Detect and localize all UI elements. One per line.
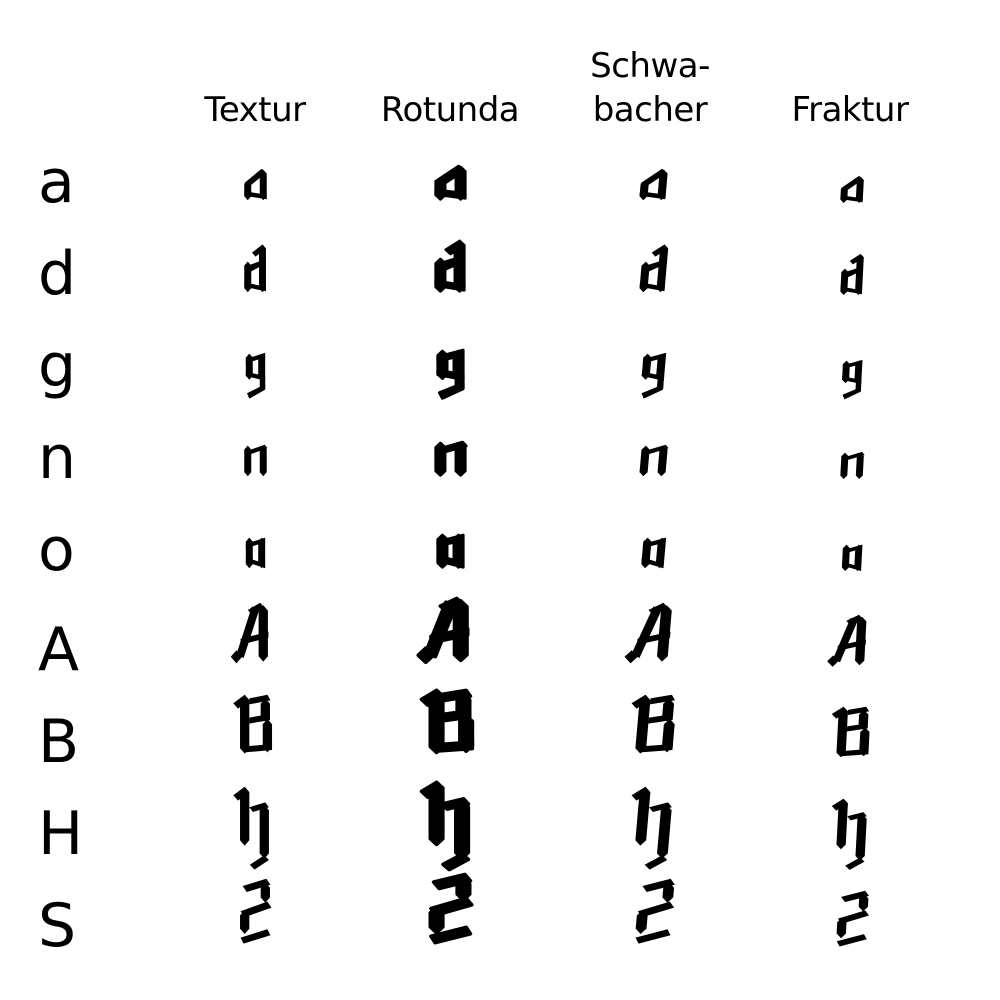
glyph-n-fraktur	[750, 424, 950, 500]
glyph-o-fraktur	[750, 516, 950, 592]
glyph-B-rotunda	[350, 684, 550, 784]
row-letter-label: a	[38, 147, 75, 217]
row-letter-label: S	[38, 891, 77, 961]
row-letter-label: g	[38, 331, 77, 401]
row-letter-label: B	[38, 707, 80, 777]
letter-row-a	[30, 132, 980, 224]
column-header-rotunda	[350, 8, 550, 132]
glyph-o-schwabacher	[550, 516, 750, 592]
glyph-A-rotunda	[350, 592, 550, 692]
column-header-row	[30, 8, 980, 132]
column-header-label: Textur	[204, 90, 306, 130]
row-letter-label: n	[38, 423, 77, 493]
glyph-H-schwabacher	[550, 776, 750, 876]
column-header-label: Fraktur	[791, 90, 909, 130]
header-spacer	[30, 8, 160, 132]
glyph-S-textur	[160, 868, 350, 968]
letter-row-B	[30, 684, 980, 776]
column-header-textur	[160, 8, 350, 132]
glyph-B-schwabacher	[550, 684, 750, 784]
row-letter-label: o	[38, 515, 75, 585]
glyph-H-fraktur	[750, 776, 950, 876]
glyph-A-textur	[160, 592, 350, 692]
glyph-n-rotunda	[350, 424, 550, 500]
row-letter-label: d	[38, 239, 77, 309]
glyph-d-fraktur	[750, 240, 950, 316]
glyph-B-fraktur	[750, 684, 950, 784]
column-header-label: Rotunda	[380, 90, 520, 130]
glyph-S-rotunda	[350, 868, 550, 968]
glyph-S-schwabacher	[550, 868, 750, 968]
glyph-a-schwabacher	[550, 148, 750, 224]
column-header-line1: Schwa-	[590, 46, 710, 86]
letter-row-n	[30, 408, 980, 500]
glyph-g-schwabacher	[550, 332, 750, 408]
letter-row-d	[30, 224, 980, 316]
row-letter-label: A	[38, 615, 80, 685]
glyph-A-schwabacher	[550, 592, 750, 692]
glyph-o-textur	[160, 516, 350, 592]
glyph-n-schwabacher	[550, 424, 750, 500]
letter-row-o	[30, 500, 980, 592]
glyph-H-rotunda	[350, 776, 550, 876]
row-letter-label: H	[38, 799, 84, 869]
letter-row-A	[30, 592, 980, 684]
glyph-a-rotunda	[350, 148, 550, 224]
glyph-a-fraktur	[750, 148, 950, 224]
column-header-fraktur	[750, 8, 950, 132]
glyph-g-fraktur	[750, 332, 950, 408]
glyph-H-textur	[160, 776, 350, 876]
column-header-label: bacher	[592, 90, 708, 130]
glyph-S-fraktur	[750, 868, 950, 968]
letter-row-S	[30, 868, 980, 960]
glyph-n-textur	[160, 424, 350, 500]
letter-row-H	[30, 776, 980, 868]
glyph-a-textur	[160, 148, 350, 224]
glyph-d-textur	[160, 240, 350, 316]
glyph-o-rotunda	[350, 516, 550, 592]
glyph-d-rotunda	[350, 240, 550, 316]
column-header-schwabacher	[550, 8, 750, 132]
glyph-g-textur	[160, 332, 350, 408]
glyph-d-schwabacher	[550, 240, 750, 316]
glyph-B-textur	[160, 684, 350, 784]
glyph-g-rotunda	[350, 332, 550, 408]
letter-row-g	[30, 316, 980, 408]
glyph-A-fraktur	[750, 592, 950, 692]
